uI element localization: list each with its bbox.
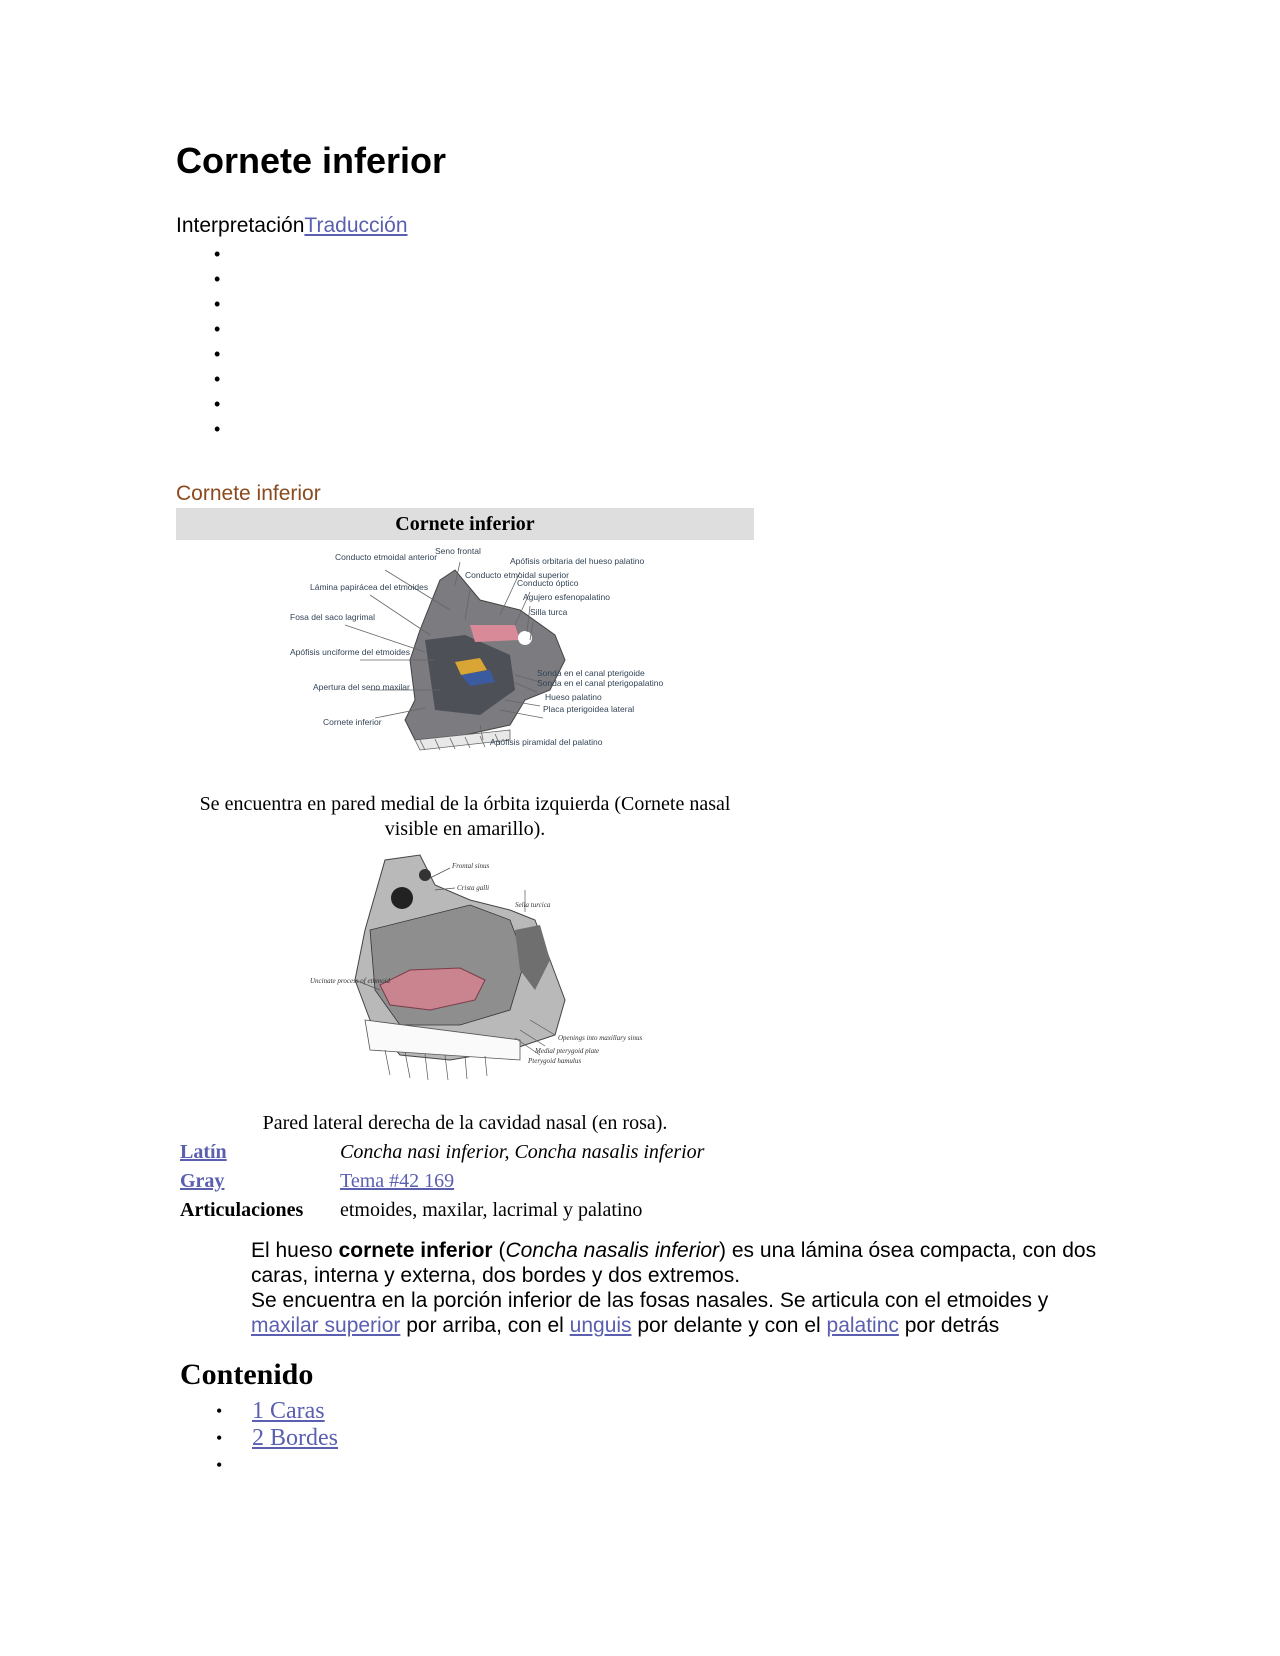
figure1-caption: Se encuentra en pared medial de la órbita izquierda (Cornete nasal visible en amarillo). — [199, 793, 731, 840]
figure-label: Pterygoid hamulus — [528, 1057, 582, 1065]
table-row — [176, 1167, 708, 1196]
lead-bold-term: cornete inferior — [338, 1239, 493, 1262]
lead-italic-term: Concha nasalis inferior — [505, 1239, 720, 1262]
figure-label: Uncinate process of ethmoid — [310, 977, 391, 985]
articulations-value: etmoides, maxilar, lacrimal y palatino — [340, 1199, 643, 1221]
lead-paragraph-1 — [251, 1238, 1111, 1288]
figure-label: Conducto etmoidal anterior — [335, 552, 438, 562]
lead-text: por arriba, con el — [400, 1314, 570, 1337]
latin-link[interactable]: Latín — [180, 1141, 227, 1163]
gray-link[interactable]: Gray — [180, 1170, 225, 1192]
figure-label: Agujero esfenopalatino — [523, 592, 610, 602]
gray-topic-link[interactable]: Tema #42 169 — [340, 1170, 455, 1192]
lead-text: ( — [492, 1239, 506, 1262]
section-heading: Cornete inferior — [176, 482, 321, 505]
figure-label: Crista galli — [457, 884, 490, 892]
toc-link-bordes[interactable]: 2 Bordes — [252, 1425, 338, 1451]
figure-label: Hueso palatino — [545, 692, 602, 702]
figure-label: Lámina papirácea del etmoides — [310, 582, 429, 592]
figure-label: Apófisis piramidal del palatino — [490, 737, 603, 747]
latin-key-cell — [176, 1138, 336, 1167]
lead-text: ) es una lámina ósea compacta, con dos caras, interna y externa, dos bordes y dos extremos. — [251, 1239, 1097, 1287]
lead-text: Se encuentra en la porción inferior de las fosas nasales. Se articula con el etmoides y — [251, 1289, 1049, 1312]
latin-value: Concha nasi inferior, Concha nasalis inferior — [340, 1141, 705, 1163]
figure-label: Silla turca — [530, 607, 568, 617]
figure-label: Openings into maxillary sinus — [558, 1034, 643, 1042]
figure-label: Sella turcica — [515, 901, 551, 909]
figure-label: Fosa del saco lagrimal — [290, 612, 376, 622]
toc-item — [216, 1452, 338, 1479]
table-of-contents — [216, 1398, 338, 1479]
figure-label: Apófisis orbitaria del hueso palatino — [510, 556, 645, 566]
figure-label: Medial pterygoid plate — [535, 1047, 600, 1055]
figure-label: Conducto óptico — [517, 578, 579, 588]
toc-heading: Contenido — [180, 1358, 314, 1391]
palatino-link[interactable]: palatinc — [826, 1314, 899, 1337]
articulations-key: Articulaciones — [180, 1199, 304, 1221]
figure-label: Apófisis unciforme del etmoides — [290, 647, 411, 657]
unguis-link[interactable]: unguis — [569, 1314, 632, 1337]
toc-link-caras[interactable]: 1 Caras — [252, 1398, 325, 1424]
figure-label: Conducto etmoidal superior — [465, 570, 569, 580]
language-bar — [176, 214, 408, 238]
figure-label: Sonda en el canal pterigoide — [537, 668, 645, 678]
toc-item — [216, 1425, 338, 1452]
infobox — [176, 508, 754, 1225]
figure-label: Sonda en el canal pterigopalatino — [537, 678, 664, 688]
table-row — [176, 1138, 708, 1167]
figure2-caption: Pared lateral derecha de la cavidad nasal (en rosa). — [262, 1112, 668, 1134]
figure-label: Seno frontal — [435, 546, 481, 556]
orbit-wall-figure — [265, 540, 665, 770]
figure-label: Placa pterigoidea lateral — [543, 704, 635, 714]
gray-key-cell — [176, 1167, 336, 1196]
figure-label: Frontal sinus — [452, 862, 490, 870]
translation-link[interactable]: Traducción — [304, 214, 408, 237]
table-row — [176, 1196, 708, 1225]
infobox-header: Cornete inferior — [176, 508, 754, 540]
toc-item — [216, 1398, 338, 1425]
figure-label: Apertura del seno maxilar — [313, 682, 410, 692]
lead-paragraph-2 — [251, 1288, 1111, 1338]
infobox-table — [176, 1138, 708, 1225]
gray-value-cell — [336, 1167, 708, 1196]
interpretation-label: Interpretación — [176, 214, 305, 237]
lead-paragraph — [251, 1238, 1111, 1338]
lead-text: por detrás — [898, 1314, 1000, 1337]
figure-label: Cornete inferior — [323, 717, 382, 727]
nasal-wall-figure — [310, 850, 643, 1095]
lead-text: por delante y con el — [631, 1314, 827, 1337]
page-title: Cornete inferior — [176, 140, 447, 181]
lead-text: El hueso — [251, 1239, 339, 1262]
maxilar-superior-link[interactable]: maxilar superior — [251, 1314, 401, 1337]
